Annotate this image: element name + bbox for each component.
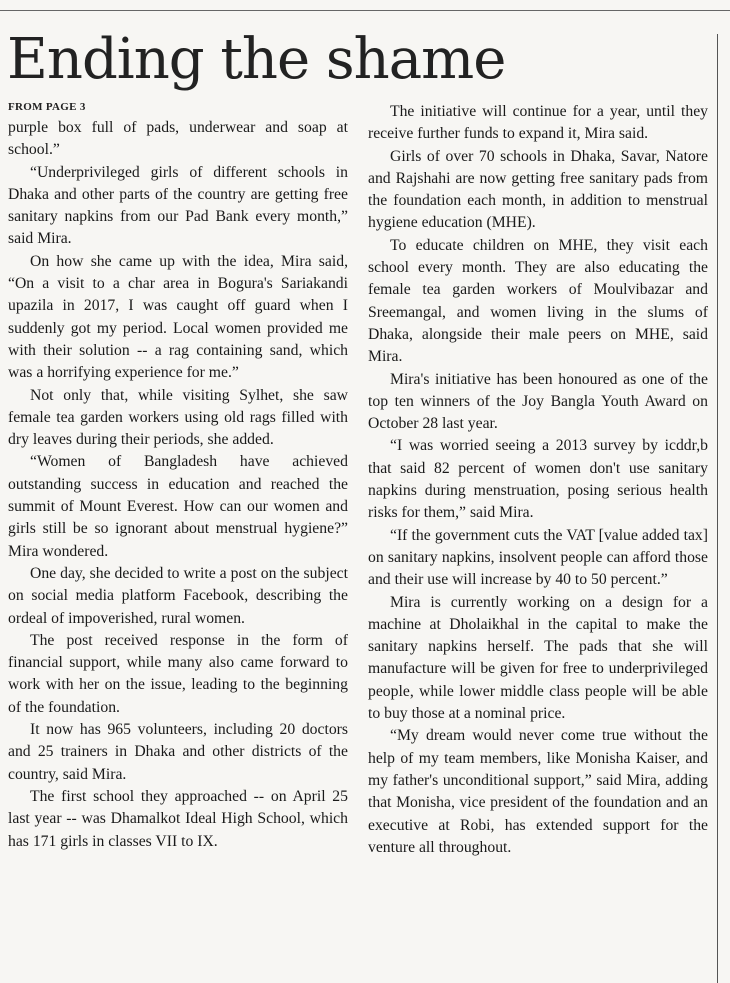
paragraph: Mira is currently working on a design for a machine at Dholaikhal in the capital to make the sanitary napkins herself. The pads that she will manufacture will be given for free to underprivileged people, while lower middle class people will be able to buy those at a nominal price. <box>368 593 708 723</box>
paragraph: “Women of Bangladesh have achieved outstanding success in education and reached the summit of Mount Everest. How can our women and girls still be so ignorant about menstrual hygiene?” Mira wondered. <box>8 453 348 560</box>
paragraph: purple box full of pads, underwear and soap at school.” <box>8 119 348 159</box>
paragraph: “If the government cuts the VAT [value added tax] on sanitary napkins, insolvent people can afford those and their use will increase by 40 to 50 percent.” <box>368 526 708 589</box>
paragraph: The post received response in the form of financial support, while many also came forward to work with her on the issue, leading to the beginning of the foundation. <box>8 631 348 716</box>
paragraph: It now has 965 volunteers, including 20 doctors and 25 trainers in Dhaka and other districts of the country, said Mira. <box>8 721 348 783</box>
paragraph: To educate children on MHE, they visit each school every month. They are also educating the female tea garden workers of Moulvibazar and Sreemangal, and women living in the slums of Dhaka, alongside their male peers on MHE, said Mira. <box>368 236 708 366</box>
paragraph: Mira's initiative has been honoured as one of the top ten winners of the Joy Bangla Youth Award on October 28 last year. <box>368 370 708 433</box>
paragraph: “I was worried seeing a 2013 survey by icddr,b that said 82 percent of women don't use sanitary napkins during menstruation, posing serious health risks for them,” said Mira. <box>368 437 708 522</box>
top-rule <box>0 10 730 11</box>
column-divider <box>717 34 718 983</box>
continued-from-label: FROM PAGE 3 <box>8 101 86 113</box>
paragraph: One day, she decided to write a post on the subject on social media platform Facebook, describing the ordeal of impoverished, rural women. <box>8 564 348 627</box>
article-column-2 <box>368 101 708 859</box>
headline: Ending the shame <box>7 27 506 92</box>
paragraph: Not only that, while visiting Sylhet, she saw female tea garden workers using old rags filled with dry leaves during their periods, she added. <box>8 386 348 449</box>
paragraph: The initiative will continue for a year, until they receive further funds to expand it, Mira said. <box>368 103 708 143</box>
paragraph: The first school they approached -- on April 25 last year -- was Dhamalkot Ideal High School, which has 171 girls in classes VII to IX. <box>8 787 348 850</box>
article-column-1 <box>8 117 348 853</box>
paragraph: On how she came up with the idea, Mira said, “On a visit to a char area in Bogura's Sariakandi upazila in 2017, I was caught off guard when I suddenly got my period. Local women provided me with their solution -- a rag containing sand, which was a horrifying experience for me.” <box>8 252 348 382</box>
paragraph: “My dream would never come true without the help of my team members, like Monisha Kaiser, and my father's unconditional support,” said Mira, adding that Monisha, vice president of the foundation and an executive at Robi, has extended support for the venture all throughout. <box>368 727 708 856</box>
paragraph: Girls of over 70 schools in Dhaka, Savar, Natore and Rajshahi are now getting free sanitary pads from the foundation each month, in addition to menstrual hygiene education (MHE). <box>368 147 708 232</box>
paragraph: “Underprivileged girls of different schools in Dhaka and other parts of the country are getting free sanitary napkins from our Pad Bank every month,” said Mira. <box>8 163 348 248</box>
